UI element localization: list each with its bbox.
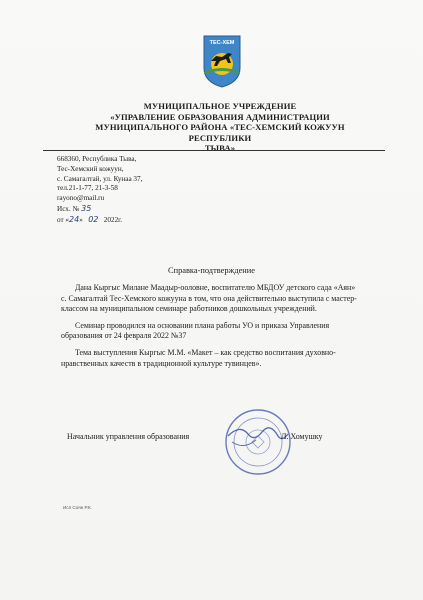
coat-of-arms-icon [202, 34, 242, 88]
body-paragraph-3: Тема выступления Кыргыс М.М. «Макет – как средство воспитания духовно-нравственных качеств в традиционной культуре тувинцев». [61, 347, 336, 368]
outgoing-reference [57, 204, 237, 215]
date-prefix: от « [57, 215, 70, 224]
address-line-3: с. Самагалтай, ул. Кунаа 37, [57, 174, 143, 183]
header-line-4: ТЫВА» [204, 143, 236, 153]
date-year: 2022г. [103, 215, 123, 224]
document-body [61, 283, 361, 375]
header-line-2: «УПРАВЛЕНИЕ ОБРАЗОВАНИЯ АДМИНИСТРАЦИИ [110, 111, 330, 122]
official-stamp-icon [222, 406, 294, 478]
header-line-3: МУНИЦИПАЛЬНОГО РАЙОНА «ТЕС-ХЕМСКИЙ КОЖУУН РЕСПУБЛИКИ [95, 122, 345, 143]
date-day: 24 [69, 214, 80, 224]
address-phone: тел.21-1-77, 21-3-58 [57, 184, 118, 193]
header-divider [43, 150, 385, 151]
address-block [57, 155, 237, 226]
signature-line [67, 432, 397, 441]
date-month: 02 [88, 214, 99, 224]
signatory-position: Начальник управления образования [67, 432, 190, 441]
letter-date [57, 215, 237, 226]
executor-note: Исп Соян Р.К. [63, 505, 92, 510]
reference-label: Исх. № [57, 204, 80, 213]
body-paragraph-1: Дана Кыргыс Милане Маадыр-ооловне, воспитателю МБДОУ детского сада «Аян» с. Самагалтай Тес-Хемского кожууна в том, что она действительно выступила с мастер-классом на муниципальном семинаре работников дошкольных учреждений. [61, 283, 357, 314]
emblem-label: ТЕС-ХЕМ [209, 40, 235, 46]
header-line-1: МУНИЦИПАЛЬНОЕ УЧРЕЖДЕНИЕ [143, 101, 297, 111]
address-email: rayono@mail.ru [57, 194, 105, 203]
document-title: Справка-подтверждение [168, 266, 255, 275]
organization-header [70, 101, 370, 154]
reference-number: 35 [81, 203, 92, 213]
address-line-1: 668360, Республика Тыва, [57, 155, 137, 163]
date-mid: » [79, 215, 83, 224]
body-paragraph-2: Семинар проводился на основании плана работы УО и приказа Управления образования от 24 февраля 2022 №37 [61, 320, 330, 341]
signatory-name: Л. Хомушку [281, 432, 323, 441]
address-line-2: Тес-Хемский кожуун, [57, 164, 124, 173]
